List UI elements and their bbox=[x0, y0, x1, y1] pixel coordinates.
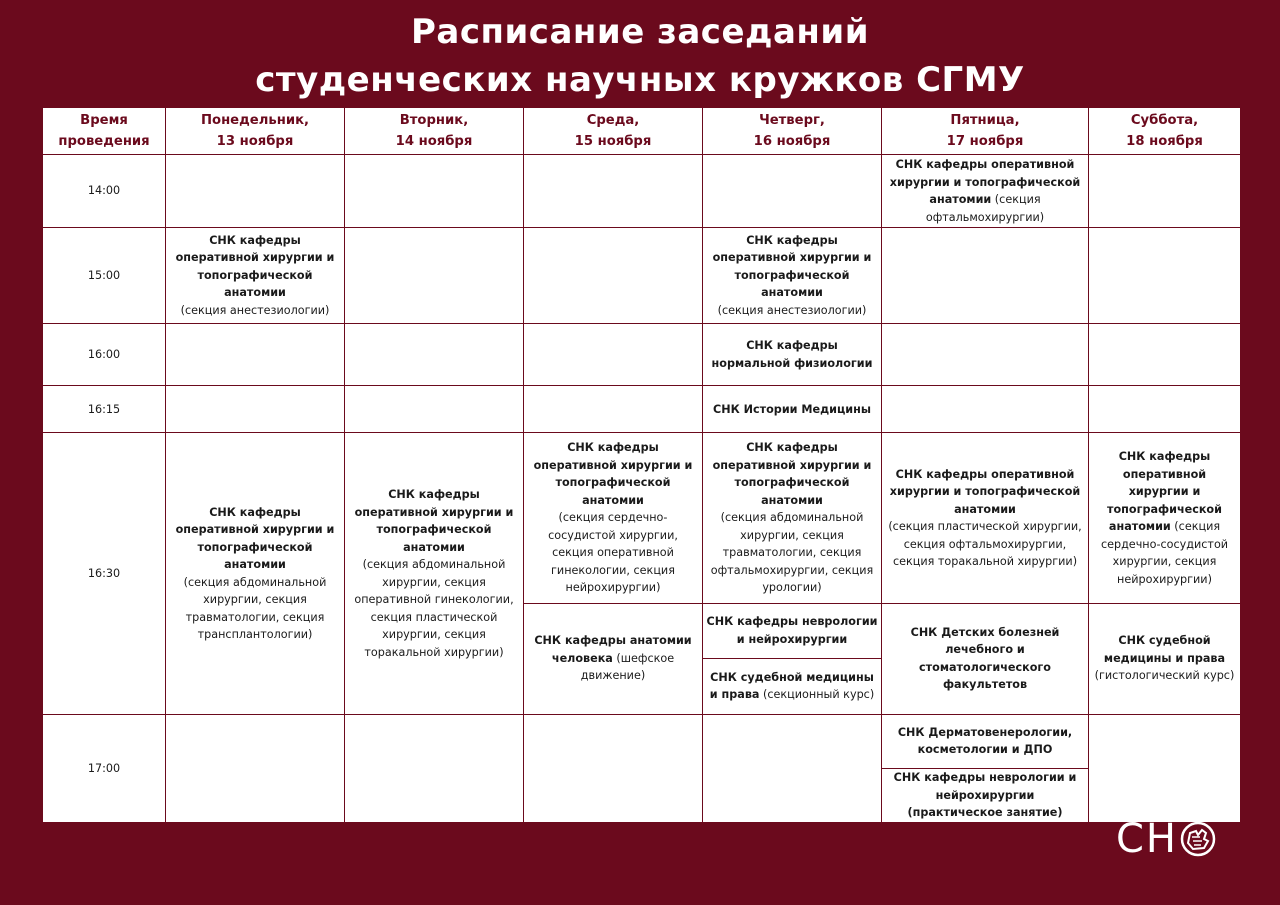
row-1600 bbox=[43, 324, 1241, 386]
event-wed-1630-2: СНК кафедры анатомии человека (шефское движение) bbox=[524, 603, 703, 714]
event-mon-1500: СНК кафедры оперативной хирургии и топографической анатомии (секция анестезиологии) bbox=[166, 228, 345, 324]
empty-cell bbox=[166, 714, 345, 822]
empty-cell bbox=[1089, 155, 1241, 228]
event-fri-1700-2: СНК кафедры неврологии и нейрохирургии (практическое занятие) bbox=[882, 768, 1089, 822]
event-wed-1630: СНК кафедры оперативной хирургии и топографической анатомии (секция сердечно-сосудистой хирургии, секция оперативной гинекологии, секция нейрохирургии) bbox=[524, 433, 703, 603]
empty-cell bbox=[1089, 386, 1241, 433]
empty-cell bbox=[166, 324, 345, 386]
logo bbox=[1116, 817, 1220, 861]
empty-cell bbox=[345, 155, 524, 228]
event-fri-1630-2: СНК Детских болезней лечебного и стоматологического факультетов bbox=[882, 603, 1089, 714]
row-1700 bbox=[43, 714, 1241, 768]
time-cell: 16:15 bbox=[43, 386, 166, 433]
time-cell: 16:30 bbox=[43, 433, 166, 714]
empty-cell bbox=[882, 324, 1089, 386]
event-thu-1630-2: СНК кафедры неврологии и нейрохирургии bbox=[703, 603, 882, 658]
event-thu-1600: СНК кафедры нормальной физиологии bbox=[703, 324, 882, 386]
empty-cell bbox=[703, 714, 882, 822]
event-sat-1630: СНК кафедры оперативной хирургии и топографической анатомии (секция сердечно-сосудистой хирургии, секция нейрохирургии) bbox=[1089, 433, 1241, 603]
time-cell: 14:00 bbox=[43, 155, 166, 228]
event-tue-1630: СНК кафедры оперативной хирургии и топографической анатомии (секция абдоминальной хирургии, секция оперативной гинекологии, секция пластической хирургии, секция торакальной хирургии) bbox=[345, 433, 524, 714]
empty-cell bbox=[1089, 324, 1241, 386]
row-1500 bbox=[43, 228, 1241, 324]
empty-cell bbox=[166, 155, 345, 228]
header-row bbox=[43, 108, 1241, 155]
event-mon-1630: СНК кафедры оперативной хирургии и топографической анатомии (секция абдоминальной хирургии, секция травматологии, секция трансплантологии) bbox=[166, 433, 345, 714]
header-friday: Пятница, 17 ноября bbox=[882, 108, 1089, 155]
empty-cell bbox=[345, 386, 524, 433]
empty-cell bbox=[882, 386, 1089, 433]
header-saturday: Суббота, 18 ноября bbox=[1089, 108, 1241, 155]
empty-cell bbox=[1089, 228, 1241, 324]
title-line-2: студенческих научных кружков СГМУ bbox=[255, 60, 1025, 100]
empty-cell bbox=[524, 714, 703, 822]
empty-cell bbox=[345, 714, 524, 822]
schedule-table bbox=[42, 107, 1241, 823]
row-1615 bbox=[43, 386, 1241, 433]
title-line-1: Расписание заседаний bbox=[410, 12, 870, 52]
header-tuesday: Вторник, 14 ноября bbox=[345, 108, 524, 155]
event-sat-1630-2: СНК судебной медицины и права (гистологический курс) bbox=[1089, 603, 1241, 714]
event-fri-1700: СНК Дерматовенерологии, косметологии и ДПО bbox=[882, 714, 1089, 768]
header-monday: Понедельник, 13 ноября bbox=[166, 108, 345, 155]
time-cell: 17:00 bbox=[43, 714, 166, 822]
time-cell: 16:00 bbox=[43, 324, 166, 386]
fist-icon bbox=[1178, 816, 1220, 862]
event-fri-1630: СНК кафедры оперативной хирургии и топографической анатомии (секция пластической хирургии, секция офтальмохирургии, секция торакальной хирургии) bbox=[882, 433, 1089, 603]
empty-cell bbox=[524, 386, 703, 433]
empty-cell bbox=[345, 228, 524, 324]
empty-cell bbox=[882, 228, 1089, 324]
event-thu-1500: СНК кафедры оперативной хирургии и топографической анатомии (секция анестезиологии) bbox=[703, 228, 882, 324]
empty-cell bbox=[345, 324, 524, 386]
event-thu-1615: СНК Истории Медицины bbox=[703, 386, 882, 433]
header-wednesday: Среда, 15 ноября bbox=[524, 108, 703, 155]
empty-cell bbox=[524, 228, 703, 324]
empty-cell bbox=[524, 155, 703, 228]
event-fri-1400: СНК кафедры оперативной хирургии и топографической анатомии (секция офтальмохирургии) bbox=[882, 155, 1089, 228]
empty-cell bbox=[524, 324, 703, 386]
empty-cell bbox=[703, 155, 882, 228]
empty-cell bbox=[1089, 714, 1241, 822]
event-thu-1630: СНК кафедры оперативной хирургии и топографической анатомии (секция абдоминальной хирургии, секция травматологии, секция офтальмохирургии, секция урологии) bbox=[703, 433, 882, 603]
row-1400 bbox=[43, 155, 1241, 228]
time-cell: 15:00 bbox=[43, 228, 166, 324]
empty-cell bbox=[166, 386, 345, 433]
header-thursday: Четверг, 16 ноября bbox=[703, 108, 882, 155]
page-title bbox=[0, 8, 1280, 104]
header-time: Время проведения bbox=[43, 108, 166, 155]
row-1630 bbox=[43, 433, 1241, 603]
logo-text: СН bbox=[1116, 816, 1179, 862]
event-thu-1630-3: СНК судебной медицины и права (секционный курс) bbox=[703, 658, 882, 714]
